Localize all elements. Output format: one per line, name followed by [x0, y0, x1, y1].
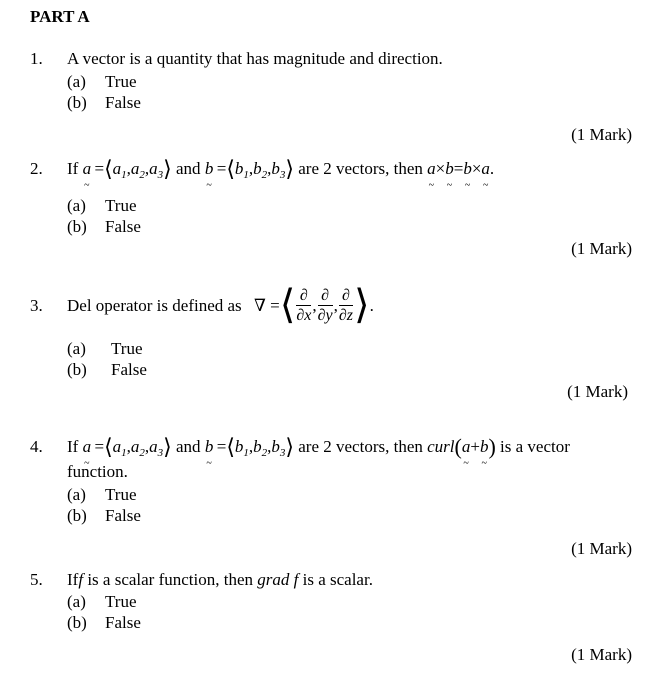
option-letter: (b) — [67, 360, 87, 379]
option-letter: (a) — [67, 196, 86, 215]
option-text: False — [105, 613, 141, 632]
text-grad: grad f — [257, 570, 299, 589]
question-text: If a ~ $=⟨a_1,a_2,a_3⟩$ and b ~ $=⟨b_1,b_2,b_3⟩$ are 2 vectors, then curl(a ~+b ~) is a vector — [67, 436, 570, 464]
text-end: is a scalar. — [302, 570, 373, 589]
option-text: False — [111, 360, 147, 379]
question-number: 3. — [30, 296, 43, 315]
text-if: If — [67, 437, 79, 456]
option-b — [67, 612, 141, 633]
option-b — [67, 505, 141, 526]
option-b — [67, 359, 147, 380]
page-title: PART A — [30, 7, 90, 26]
text-if: If — [67, 159, 79, 178]
option-letter: (a) — [67, 339, 86, 358]
text-mid: is a scalar function, then — [87, 570, 254, 589]
option-letter: (b) — [67, 506, 87, 525]
question-number: 1. — [30, 49, 43, 68]
question-number: 4. — [30, 437, 43, 456]
text-curl: curl — [427, 437, 455, 456]
mark-label: (1 Mark) — [571, 539, 632, 558]
text-and: and — [176, 159, 201, 178]
question-text: A vector is a quantity that has magnitude and direction. — [67, 49, 443, 68]
option-text: True — [111, 339, 143, 358]
option-letter: (a) — [67, 592, 86, 611]
option-letter: (b) — [67, 613, 87, 632]
option-letter: (b) — [67, 217, 87, 236]
option-letter: (a) — [67, 485, 86, 504]
question-text — [67, 569, 373, 590]
option-text: False — [105, 217, 141, 236]
text-if: If — [67, 570, 79, 589]
mark-label: (1 Mark) — [571, 239, 632, 258]
option-a — [67, 484, 137, 505]
option-b — [67, 216, 141, 237]
option-letter: (a) — [67, 72, 86, 91]
del-operator-formula: ∇ = ⟨ $\frac{\partial}{\partial x}$ , $\frac{\partial}{\partial y}$ , $\frac{\partial}{\partial z}$ ⟩ . — [254, 282, 374, 327]
option-b — [67, 92, 141, 113]
mark-label: (1 Mark) — [571, 125, 632, 144]
text-f: f — [78, 570, 84, 589]
option-letter: (b) — [67, 93, 87, 112]
option-text: False — [105, 506, 141, 525]
option-a — [67, 338, 143, 359]
text-are: are 2 vectors, then — [298, 159, 423, 178]
option-text: False — [105, 93, 141, 112]
option-text: True — [105, 72, 137, 91]
question-text: If a ~ $=⟨a_1,a_2,a_3⟩$ and b ~ $=⟨b_1,b_2,b_3⟩$ are 2 vectors, then a ~×b ~=b ~×a ~. — [67, 158, 494, 186]
option-text: True — [105, 196, 137, 215]
question-number: 5. — [30, 570, 43, 589]
mark-label: (1 Mark) — [571, 645, 632, 664]
text-end: is a vector — [500, 437, 570, 456]
option-a — [67, 71, 137, 92]
mark-label: (1 Mark) — [567, 382, 628, 401]
option-text: True — [105, 485, 137, 504]
option-a — [67, 195, 137, 216]
option-a — [67, 591, 137, 612]
text-and: and — [176, 437, 201, 456]
question-text: Del operator is defined as — [67, 296, 242, 315]
question-number: 2. — [30, 159, 43, 178]
question-4-line2: function. — [67, 462, 128, 481]
text-are: are 2 vectors, then — [298, 437, 423, 456]
option-text: True — [105, 592, 137, 611]
